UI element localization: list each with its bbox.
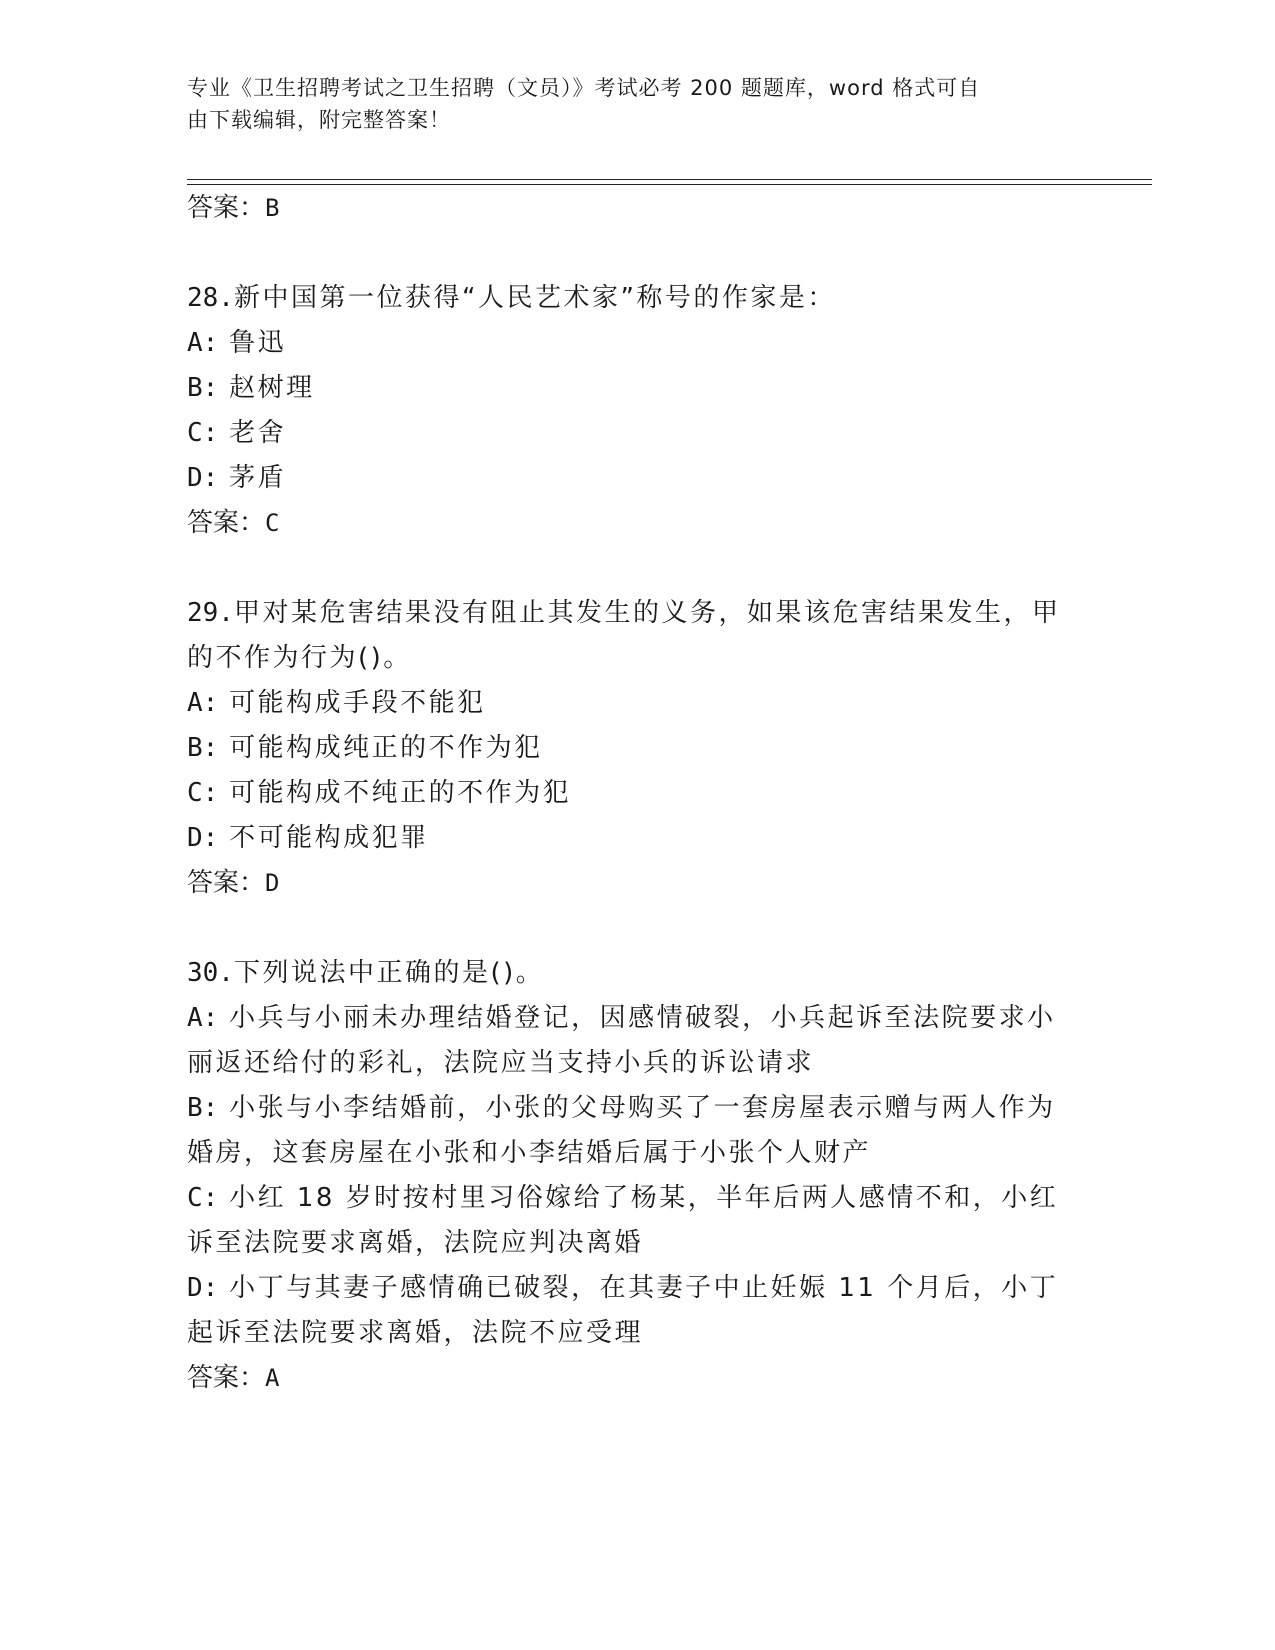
question-stem [187,276,1077,321]
option-c [187,411,1077,456]
option-b [187,726,1077,771]
question-stem [187,591,1077,636]
page-header [187,72,1067,136]
option-key: B: [187,1093,219,1123]
header-line-1: 专业《卫生招聘考试之卫生招聘（文员）》考试必考 200 题题库，word 格式可自 [187,76,981,100]
option-c [187,771,1077,816]
option-text-line-1: 小红 18 岁时按村里习俗嫁给了杨某，半年后两人感情不和，小红 [229,1183,1059,1213]
answer-line [187,501,1077,546]
option-text: 鲁迅 [229,328,287,358]
question-text-line-2: 的不作为行为()。 [187,643,412,673]
answer-label: 答案： [187,193,266,223]
option-key: D: [187,1273,219,1303]
option-key: D: [187,463,219,493]
option-key: B: [187,373,219,403]
answer-label: 答案： [187,1363,266,1393]
option-text-line-2: 丽返还给付的彩礼，法院应当支持小兵的诉讼请求 [187,1048,815,1078]
header-line-2: 由下载编辑，附完整答案！ [187,108,451,132]
option-a [187,996,1077,1041]
question-content [187,186,1077,1401]
answer-line [187,186,1077,231]
option-text: 茅盾 [229,463,287,493]
option-text: 赵树理 [229,373,315,403]
answer-label: 答案： [187,508,266,538]
option-a [187,321,1077,366]
option-text-line-1: 小兵与小丽未办理结婚登记，因感情破裂，小兵起诉至法院要求小 [229,1003,1056,1033]
option-d [187,816,1077,861]
answer-line [187,1356,1077,1401]
question-number: 28. [187,283,234,313]
option-c [187,1176,1077,1221]
header-rule-bottom [187,184,1152,185]
option-a-continued [187,1041,1077,1086]
option-key: A: [187,328,219,358]
answer-line [187,861,1077,906]
answer-value: A [265,1364,280,1392]
option-key: A: [187,1003,219,1033]
question-text-line-1: 甲对某危害结果没有阻止其发生的义务，如果该危害结果发生，甲 [233,598,1061,628]
option-d-continued [187,1311,1077,1356]
question-text: 下列说法中正确的是()。 [233,958,545,988]
question-stem [187,951,1077,996]
answer-value: D [265,869,280,897]
answer-value: C [265,509,280,537]
answer-value: B [265,194,280,222]
option-key: C: [187,1183,219,1213]
option-text-line-2: 婚房，这套房屋在小张和小李结婚后属于小张个人财产 [187,1138,872,1168]
option-b [187,366,1077,411]
option-key: C: [187,778,219,808]
option-text-line-1: 小丁与其妻子感情确已破裂，在其妻子中止妊娠 11 个月后，小丁 [229,1273,1059,1303]
question-text: 新中国第一位获得“人民艺术家”称号的作家是： [233,283,836,313]
option-text-line-2: 起诉至法院要求离婚，法院不应受理 [187,1318,644,1348]
question-30 [187,951,1077,1401]
option-b-continued [187,1131,1077,1176]
option-text-line-1: 小张与小李结婚前，小张的父母购买了一套房屋表示赠与两人作为 [229,1093,1056,1123]
question-28 [187,276,1077,546]
option-key: C: [187,418,219,448]
question-number: 29. [187,598,234,628]
question-stem-continued [187,636,1077,681]
option-text: 不可能构成犯罪 [229,823,429,853]
option-d [187,1266,1077,1311]
option-key: D: [187,823,219,853]
header-rule-top [187,179,1152,180]
option-text-line-2: 诉至法院要求离婚，法院应判决离婚 [187,1228,644,1258]
option-text: 可能构成手段不能犯 [229,688,486,718]
option-text: 可能构成不纯正的不作为犯 [229,778,572,808]
question-29 [187,591,1077,906]
option-key: A: [187,688,219,718]
answer-label: 答案： [187,868,266,898]
option-a [187,681,1077,726]
option-b [187,1086,1077,1131]
option-key: B: [187,733,219,763]
option-text: 老舍 [229,418,287,448]
option-c-continued [187,1221,1077,1266]
question-number: 30. [187,958,234,988]
option-d [187,456,1077,501]
option-text: 可能构成纯正的不作为犯 [229,733,543,763]
